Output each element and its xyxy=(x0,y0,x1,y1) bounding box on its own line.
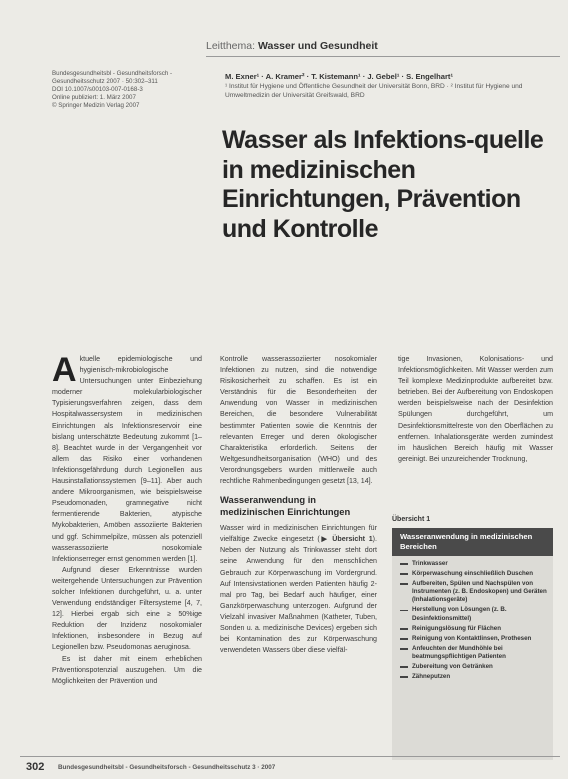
bullet-dash-icon xyxy=(400,583,408,585)
paragraph-text: Wasser wird in medizinischen Einrichtungen für vielfältige Zwecke eingesetzt ( xyxy=(220,524,377,544)
list-item-text: Aufbereiten, Spülen und Nachspülen von Instrumenten (z. B. Endoskopen) und Geräten (Inhalationsgeräte) xyxy=(412,580,547,604)
list-item xyxy=(400,645,549,661)
box-list xyxy=(392,560,553,681)
list-item xyxy=(400,570,549,578)
running-head-lead: Leitthema: xyxy=(206,40,256,52)
list-item-text: Zubereitung von Getränken xyxy=(412,662,493,670)
paragraph xyxy=(52,351,202,565)
meta-line: Bundesgesundheitsbl - Gesundheitsforsch - xyxy=(52,70,173,77)
drop-cap: A xyxy=(52,351,77,389)
box-heading: Wasseranwendung in medizinischen Bereichen xyxy=(392,528,553,556)
bullet-dash-icon xyxy=(400,638,408,640)
footer-rule xyxy=(20,756,560,757)
list-item xyxy=(400,580,549,605)
paragraph-text: ktuelle epidemiologische und hygienisch-mikrobiologische Untersuchungen unter Einbeziehung moderner molekularbiologischer Typisierungsverfahren zeigen, dass dem Hospitalwassersystem in medizinischen Einrichtungen als Infektionsreservoir eine bislang unterschätzte Bedeutung zukommt [1–8]. Beachtet wurde in der Vergangenheit vor allem das Risiko einer vorhandenen Infektionsgefährdung durch Legionellen aus Hausinstallationssystemen [9–11]. Aber auch andere Mikroorganismen, wie beispielsweise Pseudomonaden, gramnegative nicht fermentierende Bakterien, atypische Mykobakterien, Amöben assoziierte Bakterien und ggf. Schimmelpilze, müssen als potenziell wasserassoziierte nosokomiale Infektionserreger ernst genommen werden [1]. xyxy=(52,355,202,563)
paragraph: Es ist daher mit einem erheblichen Präventionspotenzial auszugehen. Um die Möglichkeiten der Prävention und xyxy=(52,654,202,685)
bullet-dash-icon xyxy=(400,676,408,678)
bullet-dash-icon xyxy=(400,628,408,630)
list-item-text: Reinigung von Kontaktlinsen, Prothesen xyxy=(412,634,532,642)
overview-box xyxy=(392,528,553,760)
list-item-text: Körperwaschung einschließlich Duschen xyxy=(412,570,534,577)
author-list: M. Exner¹ · A. Kramer² · T. Kistemann¹ · J. Gebel¹ · S. Engelhart¹ xyxy=(225,72,453,81)
article-title: Wasser als Infektions-quelle in medizinischen Einrichtungen, Prävention und Kontrolle xyxy=(222,126,544,243)
list-item-text: Anfeuchten der Mundhöhle bei beatmungspflichtigen Patienten xyxy=(412,644,506,660)
section-heading: Wasseranwendung in medizinischen Einrichtungen xyxy=(220,494,351,517)
list-item xyxy=(400,560,549,568)
body-column-2 xyxy=(220,354,377,656)
bullet-dash-icon xyxy=(400,610,408,612)
paragraph: Kontrolle wasserassoziierter nosokomialer Infektionen zu nutzen, sind die notwendige Risikosicherheit zu schaffen. Es ist ein Verständnis für die Besonderheiten der Anwendung von Wasser in medizinischen Bereichen, die besondere Vulnerabilität bestimmter Patienten sowie die Kenntnis der relevanten Erreger und deren ökologischer Charakteristika erforderlich. Seitens der Weltgesundheitsorganisation (WHO) und des Verordnungsgebers wurden mittlerweile auch rechtliche Rahmenbedingungen gesetzt [13, 14]. xyxy=(220,355,377,486)
bullet-dash-icon xyxy=(400,648,408,650)
list-item xyxy=(400,663,549,671)
list-item xyxy=(400,673,549,681)
running-head xyxy=(206,40,378,52)
list-item-text: Herstellung von Lösungen (z. B. Desinfektionsmittel) xyxy=(412,606,507,622)
meta-line: DOI 10.1007/s00103-007-0168-3 xyxy=(52,86,143,94)
body-column-1 xyxy=(52,351,202,687)
meta-line: © Springer Medizin Verlag 2007 xyxy=(52,102,140,110)
journal-footer: Bundesgesundheitsbl - Gesundheitsforsch - Gesundheitsschutz 3 · 2007 xyxy=(58,764,276,771)
paragraph: Aufgrund dieser Erkenntnisse wurden weitergehende Untersuchungen zur Prävention solcher Infektionen durchgeführt, u. a. unter Verwendung endständiger Filtersysteme [4, 7, 12]. Hierbei ergab sich eine ≥ 50%ige Reduktion der Inzidenz nosokomialer Infektionen, insbesondere in Bezug auf Legionellen bzw. Pseudomonas aeruginosa. xyxy=(52,565,202,652)
box-label: Übersicht 1 xyxy=(392,516,431,523)
bullet-dash-icon xyxy=(400,563,408,565)
list-item-text: Trinkwasser xyxy=(412,560,448,567)
list-item-text: Reinigungslösung für Flächen xyxy=(412,624,502,632)
list-item xyxy=(400,625,549,633)
header-rule xyxy=(206,56,560,57)
meta-line: Online publiziert: 1. März 2007 xyxy=(52,94,136,102)
affiliation: ¹ Institut für Hygiene und Öffentliche Gesundheit der Universität Bonn, BRD · ² Institut für Hygiene und Umweltmedizin der Universität Greifswald, BRD xyxy=(225,83,523,99)
bullet-dash-icon xyxy=(400,573,408,575)
paragraph-text: ). Neben der Nutzung als Trinkwasser steht dort seine Anwendung für den menschlichen Gebrauch zur Körperwaschung im Vordergrund. Auf Intensivstationen werden Patienten häufig 2-mal pro Tag, bei Bedarf auch häufiger, einer Ganzkörperwaschung unterzogen. Aufgrund der Vielzahl invasiver Maßnahmen (Katheter, Tuben, Sonden u. a. medizinische Devices) ergeben sich bei Kontamination des zur Körperwaschung verwendeten Wassers über diese vielfäl- xyxy=(220,535,377,655)
list-item-text: Zähneputzen xyxy=(412,672,451,680)
meta-line: Gesundheitsschutz 2007 · 50:302–311 xyxy=(52,78,158,86)
body-column-3 xyxy=(398,354,553,465)
list-item xyxy=(400,635,549,643)
paragraph xyxy=(220,523,377,656)
box-reference-link[interactable]: ▶ Übersicht 1 xyxy=(319,535,373,544)
citation-meta xyxy=(52,70,202,110)
list-item xyxy=(400,606,549,622)
bullet-dash-icon xyxy=(400,666,408,668)
paragraph: tige Invasionen, Kolonisations- und Infektionsmöglichkeiten. Mit Wasser werden zum Teil komplexe Medizinprodukte aufbereitet bzw. betrieben. Bei der Aufbereitung von Endoskopen werden beispielsweise nach der Desinfektion Spülungen durchgeführt, um Desinfektionsmittelreste von den Oberflächen zu entfernen. Inhalationsgeräte werden zumindest im häuslichen Bereich häufig mit Wasser gereinigt. Bei unzureichender Trocknung, xyxy=(398,355,553,463)
page-number: 302 xyxy=(26,761,45,773)
running-head-topic: Wasser und Gesundheit xyxy=(257,40,378,52)
